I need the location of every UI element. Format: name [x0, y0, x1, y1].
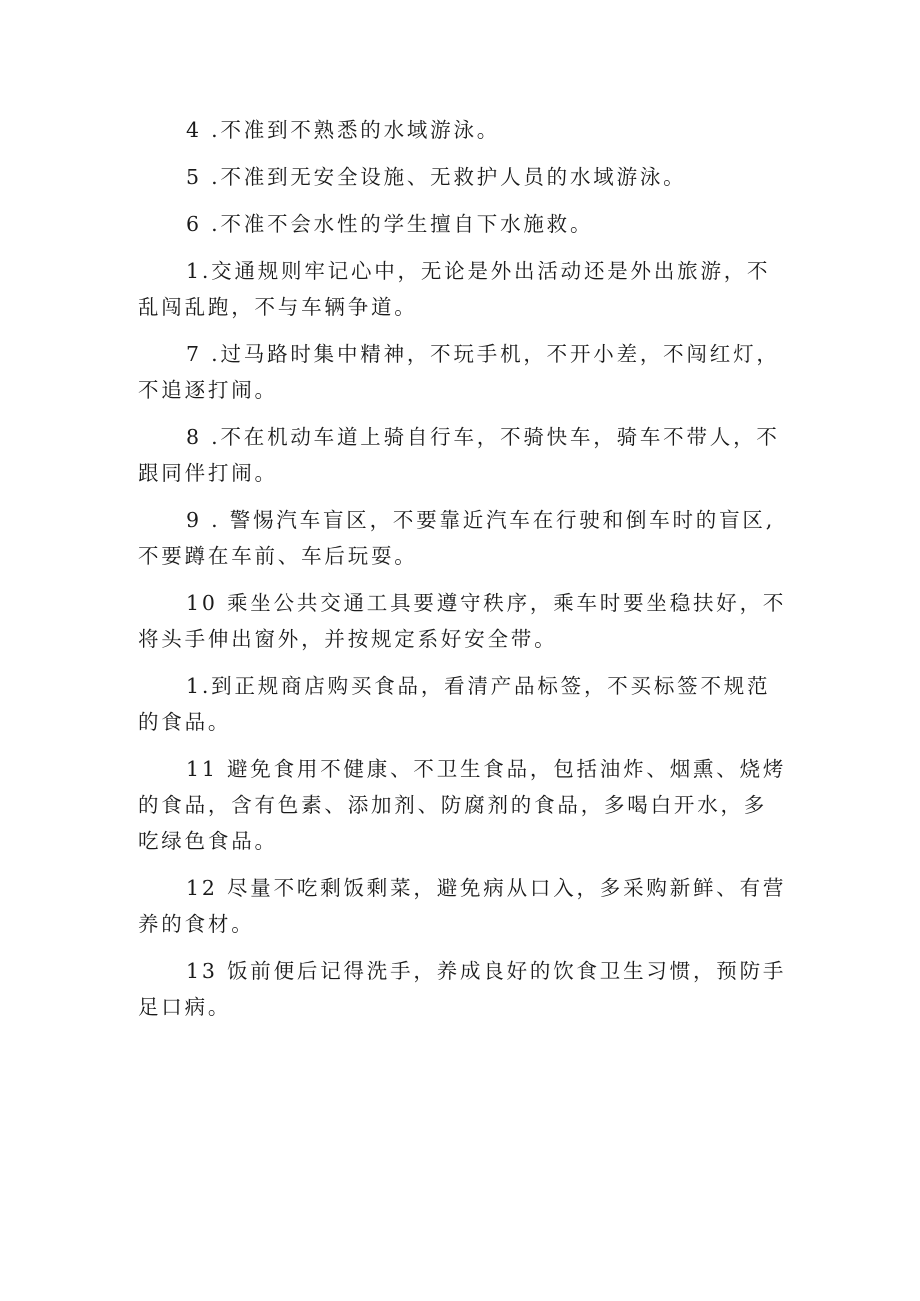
document-body [138, 112, 788, 1036]
paragraph-food-1: 1.到正规商店购买食品，看清产品标签，不买标签不规范的食品。 [138, 674, 771, 734]
paragraph-item-11: 11 避免食用不健康、不卫生食品，包括油炸、烟熏、烧烤的食品，含有色素、添加剂、防腐剂的食品，多喝白开水，多吃绿色食品。 [138, 757, 787, 853]
paragraph-item-13: 13 饭前便后记得洗手，养成良好的饮食卫生习惯，预防手足口病。 [138, 959, 787, 1019]
paragraph-item-5: 5 .不准到无安全设施、无救护人员的水域游泳。 [186, 165, 687, 189]
paragraph-item-12: 12 尽量不吃剩饭剩菜，避免病从口入，多采购新鲜、有营养的食材。 [138, 876, 787, 936]
paragraph-item-10: 10 乘坐公共交通工具要遵守秩序，乘车时要坐稳扶好，不将头手伸出窗外，并按规定系好安全带。 [138, 591, 787, 651]
paragraph-traffic-1: 1.交通规则牢记心中，无论是外出活动还是外出旅游，不乱闯乱跑，不与车辆争道。 [138, 259, 771, 319]
paragraph-item-6: 6 .不准不会水性的学生擅自下水施救。 [186, 212, 594, 236]
paragraph-item-9: 9 . 警惕汽车盲区，不要靠近汽车在行驶和倒车时的盲区,不要蹲在车前、车后玩耍。 [138, 508, 776, 568]
paragraph-item-7: 7 .过马路时集中精神，不玩手机，不开小差，不闯红灯，不追逐打闹。 [138, 342, 780, 402]
paragraph-item-4: 4 .不准到不熟悉的水域游泳。 [186, 118, 501, 142]
paragraph-item-8: 8 .不在机动车道上骑自行车，不骑快车，骑车不带人，不跟同伴打闹。 [138, 425, 780, 485]
